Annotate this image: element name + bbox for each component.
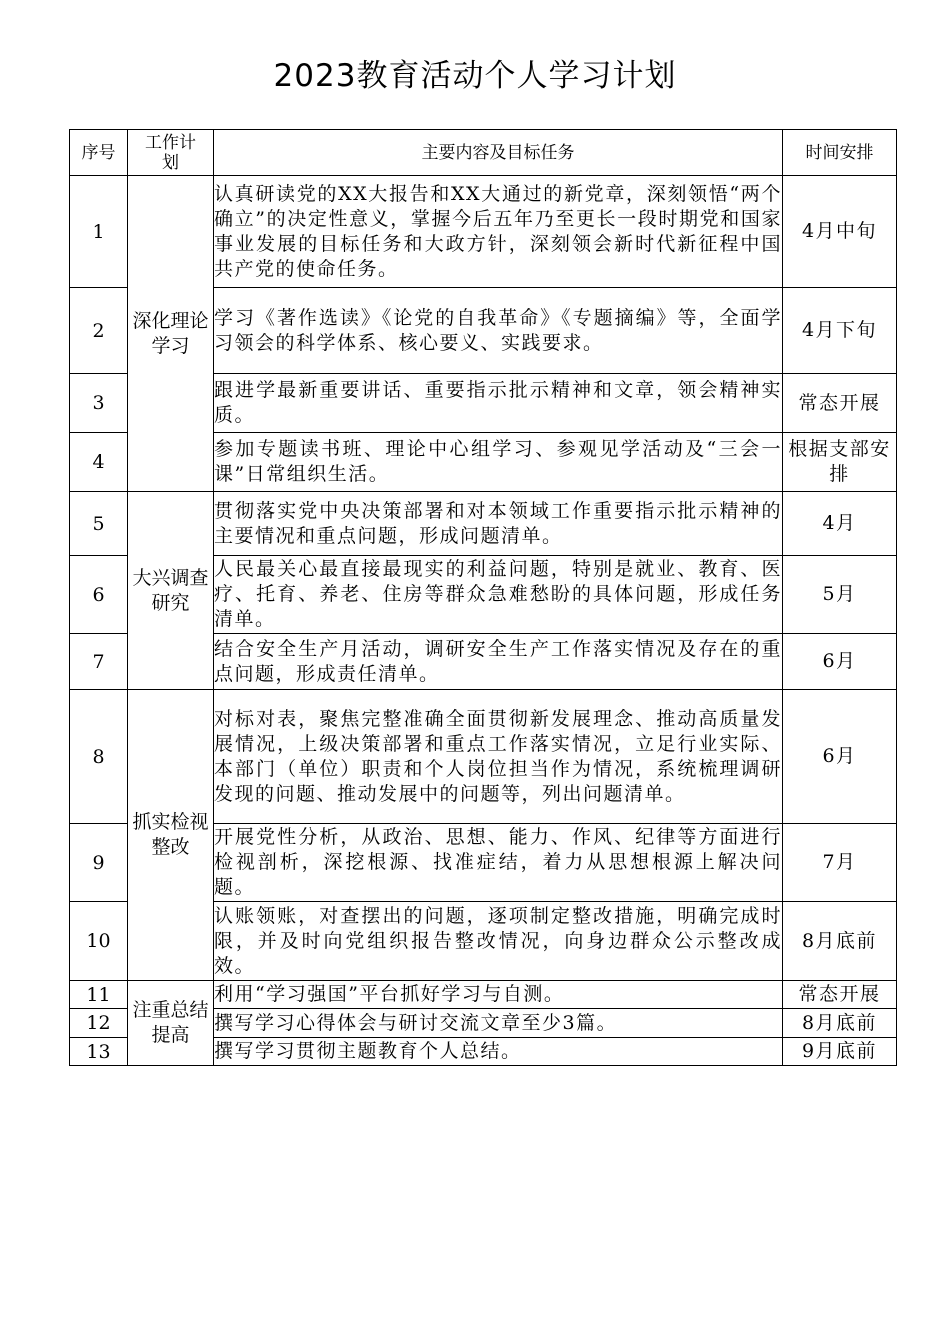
row-number: 3 (70, 374, 128, 433)
table-row (70, 690, 897, 824)
category-rectification: 抓实检视整改 (128, 690, 214, 981)
table-row (70, 176, 897, 288)
row-time: 6月 (783, 690, 897, 824)
table-row (70, 492, 897, 556)
row-time: 4月中旬 (783, 176, 897, 288)
row-time: 常态开展 (783, 981, 897, 1009)
table-row (70, 981, 897, 1009)
row-time: 8月底前 (783, 902, 897, 981)
row-time: 常态开展 (783, 374, 897, 433)
category-summary: 注重总结提高 (128, 981, 214, 1066)
category-research: 大兴调查研究 (128, 492, 214, 690)
header-content: 主要内容及目标任务 (214, 130, 783, 176)
header-number: 序号 (70, 130, 128, 176)
row-number: 6 (70, 556, 128, 634)
row-content: 撰写学习心得体会与研讨交流文章至少3篇。 (214, 1009, 783, 1038)
row-content: 跟进学最新重要讲话、重要指示批示精神和文章，领会精神实质。 (214, 374, 783, 433)
row-time: 根据支部安排 (783, 433, 897, 492)
header-work-plan: 工作计划 (128, 130, 214, 176)
row-content: 认真研读党的XX大报告和XX大通过的新党章，深刻领悟“两个确立”的决定性意义，掌握今后五年乃至更长一段时期党和国家事业发展的目标任务和大政方针，深刻领会新时代新征程中国共产党的使命任务。 (214, 176, 783, 288)
row-time: 4月 (783, 492, 897, 556)
row-content: 开展党性分析，从政治、思想、能力、作风、纪律等方面进行检视剖析，深挖根源、找准症结，着力从思想根源上解决问题。 (214, 824, 783, 902)
row-number: 13 (70, 1038, 128, 1066)
table-header-row (70, 130, 897, 176)
row-number: 1 (70, 176, 128, 288)
row-content: 撰写学习贯彻主题教育个人总结。 (214, 1038, 783, 1066)
document-title: 2023教育活动个人学习计划 (273, 58, 677, 94)
row-content: 结合安全生产月活动，调研安全生产工作落实情况及存在的重点问题，形成责任清单。 (214, 634, 783, 690)
row-content: 利用“学习强国”平台抓好学习与自测。 (214, 981, 783, 1009)
row-time: 8月底前 (783, 1009, 897, 1038)
category-theory-study: 深化理论学习 (128, 176, 214, 492)
row-number: 2 (70, 288, 128, 374)
row-time: 5月 (783, 556, 897, 634)
row-content: 贯彻落实党中央决策部署和对本领域工作重要指示批示精神的主要情况和重点问题，形成问题清单。 (214, 492, 783, 556)
row-number: 8 (70, 690, 128, 824)
row-content: 认账领账，对查摆出的问题，逐项制定整改措施，明确完成时限，并及时向党组织报告整改情况，向身边群众公示整改成效。 (214, 902, 783, 981)
header-schedule: 时间安排 (783, 130, 897, 176)
row-time: 7月 (783, 824, 897, 902)
row-time: 9月底前 (783, 1038, 897, 1066)
row-number: 11 (70, 981, 128, 1009)
row-content: 人民最关心最直接最现实的利益问题，特别是就业、教育、医疗、托育、养老、住房等群众急难愁盼的具体问题，形成任务清单。 (214, 556, 783, 634)
row-time: 4月下旬 (783, 288, 897, 374)
row-number: 5 (70, 492, 128, 556)
row-number: 7 (70, 634, 128, 690)
row-content: 对标对表，聚焦完整准确全面贯彻新发展理念、推动高质量发展情况，上级决策部署和重点工作落实情况，立足行业实际、本部门（单位）职责和个人岗位担当作为情况，系统梳理调研发现的问题、推动发展中的问题等，列出问题清单。 (214, 690, 783, 824)
row-number: 9 (70, 824, 128, 902)
row-number: 12 (70, 1009, 128, 1038)
row-content: 参加专题读书班、理论中心组学习、参观见学活动及“三会一课”日常组织生活。 (214, 433, 783, 492)
row-number: 10 (70, 902, 128, 981)
row-content: 学习《著作选读》《论党的自我革命》《专题摘编》等，全面学习领会的科学体系、核心要义、实践要求。 (214, 288, 783, 374)
row-number: 4 (70, 433, 128, 492)
study-plan-table (69, 129, 897, 1066)
row-time: 6月 (783, 634, 897, 690)
